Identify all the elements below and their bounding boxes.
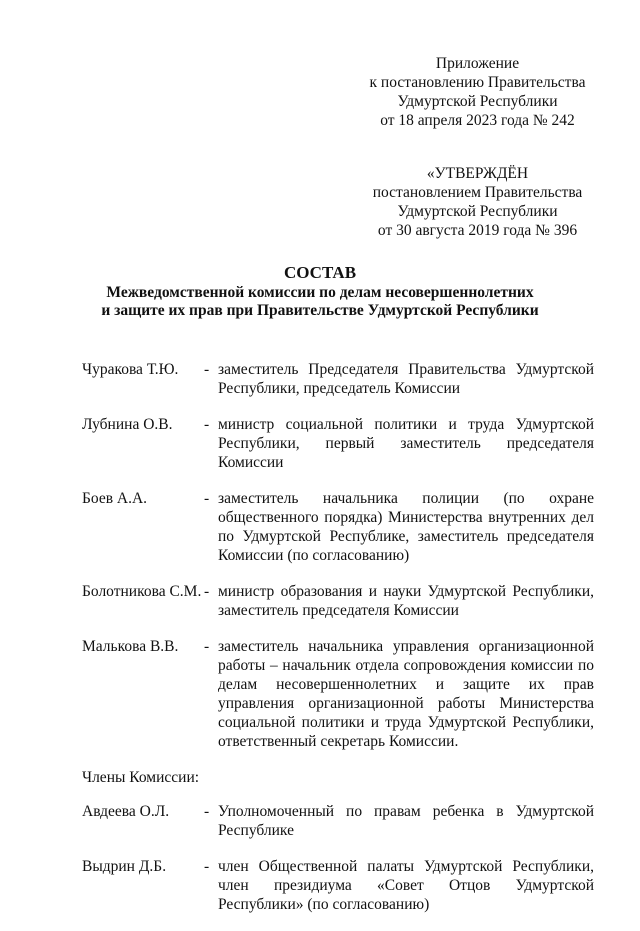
approval-line: от 30 августа 2019 года № 396 [377,222,578,239]
commission-roster [82,360,594,931]
dash-separator: - [204,638,210,655]
dash-separator: - [204,583,210,600]
roster-row [82,489,594,565]
appendix-line: Приложение [435,55,520,72]
member-name: Болотникова С.М. [82,583,202,600]
roster-row [82,415,594,472]
title-line: и защите их прав при Правительстве Удмуртской Республики [101,302,539,319]
member-name: Малькова В.В. [82,638,179,655]
member-role: министр образования и науки Удмуртской Республики, заместитель председателя Комиссии [218,583,594,619]
roster-row [82,637,594,751]
dash-separator: - [204,858,210,875]
member-name: Выдрин Д.Б. [82,858,167,875]
roster-row [82,582,594,620]
member-name: Авдеева О.Л. [82,803,170,820]
member-role: министр социальной политики и труда Удмуртской Республики, первый заместитель председателя Комиссии [218,416,594,471]
appendix-line: от 18 апреля 2023 года № 242 [380,112,575,129]
member-role: Уполномоченный по правам ребенка в Удмуртской Республике [218,803,594,839]
member-name: Чуракова Т.Ю. [82,361,179,378]
document-title [60,264,580,320]
roster-row [82,802,594,840]
dash-separator: - [204,416,210,433]
member-name: Лубнина О.В. [82,416,173,433]
dash-separator: - [204,361,210,378]
title-line: Межведомственной комиссии по делам несовершеннолетних [106,284,534,301]
approval-line: постановлением Правительства [372,184,583,201]
approval-line: Удмуртской Республики [397,203,558,220]
approval-stamp [350,164,605,240]
roster-row [82,360,594,398]
title-main: СОСТАВ [283,263,357,282]
appendix-header [350,54,605,130]
member-role: заместитель начальника управления организационной работы – начальник отдела сопровождения комиссии по делам несовершеннолетних и защите их прав управления организационной работы Министерства социальной политики и труда Удмуртской Республики, ответственный секретарь Комиссии. [218,638,594,750]
dash-separator: - [204,803,210,820]
appendix-line: Удмуртской Республики [397,93,558,110]
members-section-label: Члены Комиссии: [82,769,200,786]
approval-line: «УТВЕРЖДЁН [426,165,529,182]
member-role: заместитель Председателя Правительства Удмуртской Республики, председатель Комиссии [218,361,594,397]
appendix-line: к постановлению Правительства [369,74,586,91]
dash-separator: - [204,490,210,507]
roster-row [82,857,594,914]
member-role: член Общественной палаты Удмуртской Республики, член президиума «Совет Отцов Удмуртской Республики» (по согласованию) [218,858,594,913]
member-name: Боев А.А. [82,490,148,507]
member-role: заместитель начальника полиции (по охране общественного порядка) Министерства внутренних дел по Удмуртской Республике, заместитель председателя Комиссии (по согласованию) [218,490,594,564]
